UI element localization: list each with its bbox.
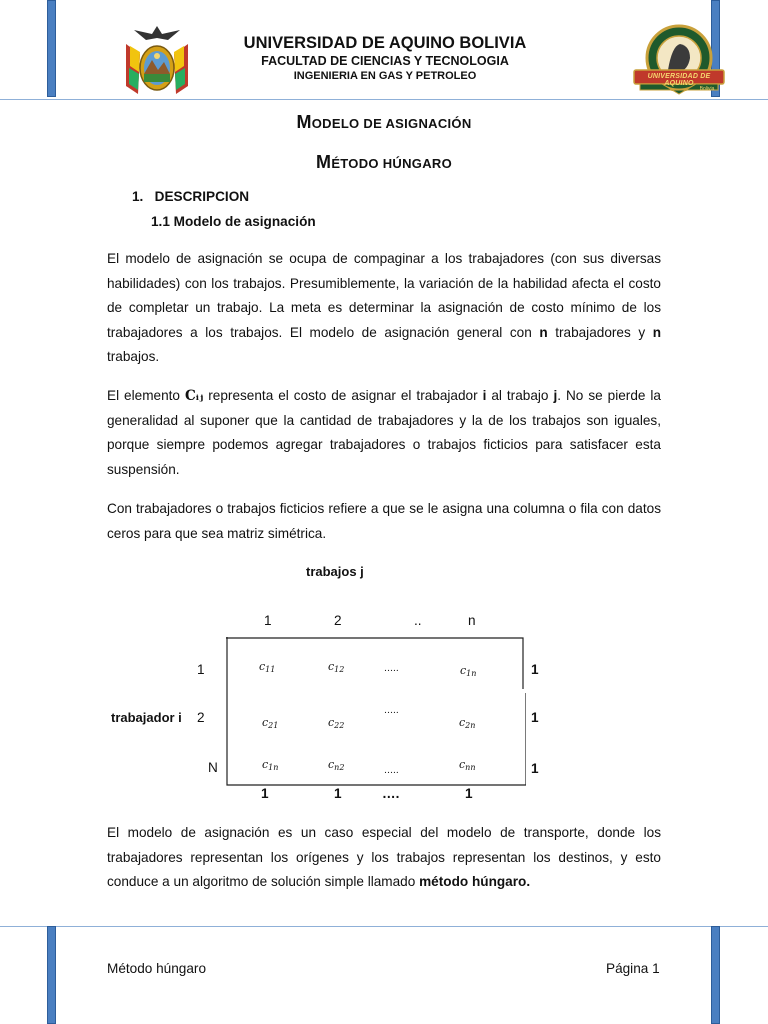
- title2-rest: ÉTODO HÚNGARO: [331, 156, 452, 171]
- matrix-cell-cnn: $c_{nn}$: [459, 758, 476, 772]
- matrix-col-sum-2: 1: [334, 786, 342, 801]
- p1-n-bold-2: n: [652, 324, 662, 340]
- matrix-cell-c12: $c_{12}$: [328, 660, 345, 674]
- matrix-row-sum-3: 1: [531, 761, 539, 776]
- p1-text-b: trabajadores y: [547, 324, 653, 340]
- p2-text-b: representa el costo de asignar el trabajador: [203, 388, 483, 403]
- paragraph-2: [107, 384, 661, 482]
- matrix-row-header-3: N: [208, 760, 218, 775]
- paragraph-4: [107, 821, 661, 895]
- p2-j-bold: j: [553, 388, 558, 403]
- right-bottom-accent-bar: [711, 926, 720, 1024]
- university-name: UNIVERSIDAD DE AQUINO BOLIVIA: [243, 34, 527, 52]
- title-metodo-hungaro: [0, 152, 768, 173]
- matrix-col-sum-1: 1: [261, 786, 269, 801]
- title1-rest: ODELO DE ASIGNACIÓN: [311, 116, 472, 131]
- p1-text-c: trabajos.: [107, 349, 160, 365]
- subsection-heading: 1.1 Modelo de asignación: [151, 214, 316, 229]
- matrix-cell-c11: $c_{11}$: [259, 660, 276, 674]
- matrix-cell-cn2: $c_{n2}$: [328, 758, 345, 772]
- matrix-col-header-2: 2: [334, 613, 342, 628]
- matrix-row-sum-2: 1: [531, 710, 539, 725]
- matrix-col-sum-3: ….: [382, 786, 400, 801]
- seal-ribbon-text: UNIVERSIDAD DE AQUINO: [647, 73, 711, 87]
- matrix-col-header-1: 1: [264, 613, 272, 628]
- matrix-cell-c2n: $c_{2n}$: [459, 716, 476, 730]
- p4-metodo-hungaro-bold: método húngaro.: [419, 874, 531, 890]
- p2-i-bold: i: [482, 388, 487, 403]
- career-name: INGENIERIA EN GAS Y PETROLEO: [293, 70, 477, 82]
- p2-cij-symbol: Cᵢⱼ: [184, 388, 204, 404]
- seal-subtext: Bolivia: [699, 86, 715, 92]
- paragraph-3: Con trabajadores o trabajos ficticios refiere a que se le asigna una columna o fila con datos ceros para que sea matriz simétrica.: [107, 501, 661, 541]
- p1-text-a: El modelo de asignación se ocupa de compaginar a los trabajadores (con sus diversas habilidades) con los trabajos. Presumiblemente, la variación de la habilidad afecta el costo de completar un trabajo. La meta es determinar la asignación de costo mínimo de los trabajadores a los trabajos. El modelo de asignación general con: [107, 251, 661, 340]
- footer-page-number: Página 1: [606, 961, 660, 976]
- title-modelo-asignacion: [0, 112, 768, 133]
- matrix-col-header-3: ..: [414, 613, 422, 628]
- p2-text-c: al trabajo: [486, 388, 554, 403]
- matrix-cell-c1n: $c_{1n}$: [460, 664, 477, 678]
- faculty-name: FACULTAD DE CIENCIAS Y TECNOLOGIA: [261, 54, 509, 68]
- matrix-row-header-2: 2: [197, 710, 205, 725]
- universidad-de-aquino-seal-logo: [632, 24, 726, 100]
- paragraph-1: [107, 247, 661, 370]
- matrix-col-header-4: n: [468, 613, 476, 628]
- matrix-cell-c1n-row3: $c_{1n}$: [262, 758, 279, 772]
- matrix-row-sum-1: 1: [531, 662, 539, 677]
- footer-document-title: Método húngaro: [107, 961, 207, 976]
- matrix-cell-dots-r2: …..: [384, 706, 399, 716]
- matrix-cell-dots-r1: …..: [384, 664, 399, 674]
- matrix-cell-c22: $c_{22}$: [328, 716, 345, 730]
- matrix-cell-dots-r3: …..: [384, 766, 399, 776]
- title2-initial: M: [316, 152, 332, 172]
- matrix-cell-c21: $c_{21}$: [262, 716, 279, 730]
- p4-text: El modelo de asignación es un caso especial del modelo de transporte, donde los trabajadores representan los orígenes y los trabajos representan los destinos, y esto conduce a un algoritmo de solución simple llamado: [107, 825, 661, 890]
- section-heading: 1. DESCRIPCION: [132, 189, 250, 204]
- footer-rule: [0, 926, 768, 927]
- left-top-accent-bar: [47, 0, 56, 97]
- title1-initial: M: [296, 112, 312, 132]
- p2-text-d: . No se pierde la generalidad al suponer que la cantidad de trabajadores y la de los trabajos son iguales, porque siempre podemos agregar trabajadores o trabajos ficticios para satisfacer esta suspensión.: [107, 388, 661, 477]
- p2-text-a: El elemento: [107, 388, 185, 403]
- p1-n-bold-1: n: [539, 324, 548, 340]
- matrix-col-sum-4: 1: [465, 786, 473, 801]
- matrix-row-title: trabajador i: [111, 710, 182, 725]
- matrix-column-title: trabajos j: [306, 564, 364, 579]
- matrix-row-header-1: 1: [197, 662, 205, 677]
- left-bottom-accent-bar: [47, 926, 56, 1024]
